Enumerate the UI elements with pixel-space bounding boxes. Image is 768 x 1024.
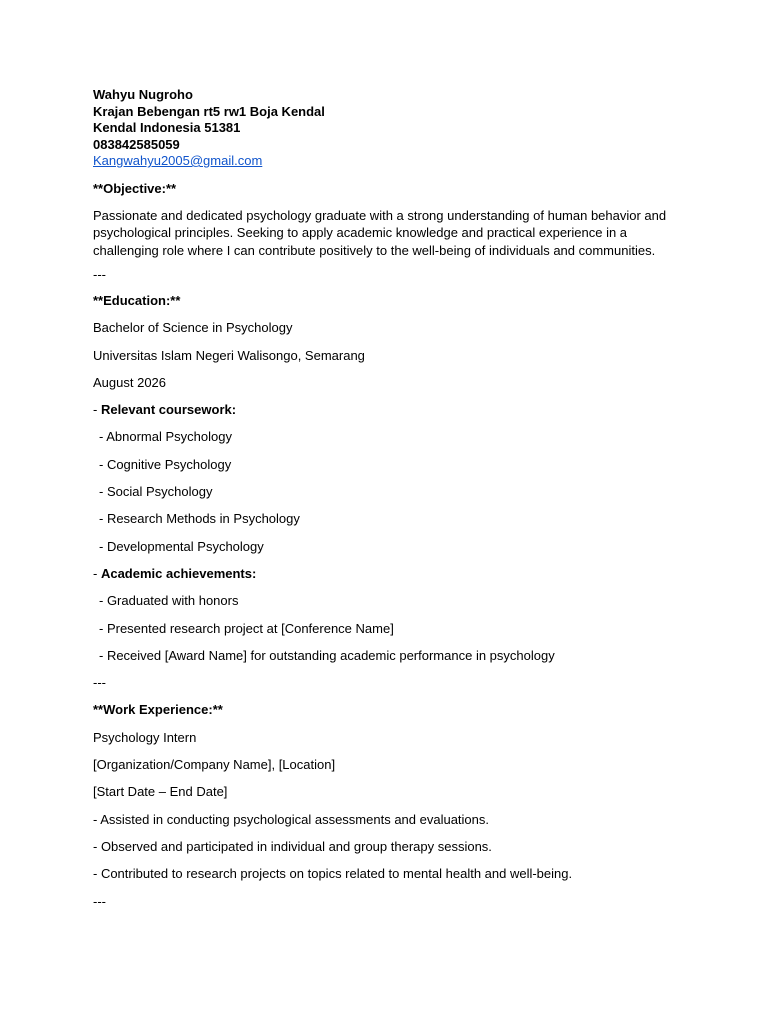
work-dates: [Start Date – End Date] xyxy=(93,784,228,800)
education-date: August 2026 xyxy=(93,374,167,390)
work-title: Psychology Intern xyxy=(93,729,197,745)
coursework-item: - Social Psychology xyxy=(99,484,213,500)
objective-heading: **Objective:** xyxy=(93,180,177,196)
work-duty-item: - Observed and participated in individual and group therapy sessions. xyxy=(93,838,492,854)
contact-name: Wahyu Nugroho xyxy=(93,87,193,102)
contact-phone: 083842585059 xyxy=(93,136,180,152)
achievements-prefix: - xyxy=(93,565,101,581)
contact-address-line2: Kendal Indonesia 51381 xyxy=(93,120,241,135)
contact-block xyxy=(93,87,683,170)
coursework-item: - Cognitive Psychology xyxy=(99,456,232,472)
coursework-item: - Research Methods in Psychology xyxy=(99,511,300,527)
achievement-item: - Graduated with honors xyxy=(99,593,239,609)
objective-text: Passionate and dedicated psychology graduate with a strong understanding of human behavior and psychological principles. Seeking to apply academic knowledge and practical experience in a challenging role where I can contribute positively to the well-being of individuals and communities. xyxy=(93,207,667,258)
coursework-label xyxy=(93,396,683,423)
coursework-item: - Developmental Psychology xyxy=(99,538,264,554)
work-heading: **Work Experience:** xyxy=(93,702,223,718)
contact-email-link[interactable]: Kangwahyu2005@gmail.com xyxy=(93,153,263,168)
work-duty-item: - Contributed to research projects on topics related to mental health and well-being. xyxy=(93,866,573,882)
achievement-item: - Presented research project at [Conference Name] xyxy=(99,620,394,636)
work-duty-item: - Assisted in conducting psychological assessments and evaluations. xyxy=(93,811,489,827)
resume-page xyxy=(93,87,683,915)
divider-3: --- xyxy=(93,893,106,909)
education-heading: **Education:** xyxy=(93,293,181,308)
education-university: Universitas Islam Negeri Walisongo, Semarang xyxy=(93,347,365,363)
contact-address-line1: Krajan Bebengan rt5 rw1 Boja Kendal xyxy=(93,103,325,119)
divider-1: --- xyxy=(93,267,106,282)
coursework-item: - Abnormal Psychology xyxy=(99,429,232,445)
achievements-label xyxy=(93,560,683,587)
education-degree: Bachelor of Science in Psychology xyxy=(93,320,293,336)
achievements-label-text: Academic achievements: xyxy=(100,565,257,581)
coursework-prefix: - xyxy=(93,402,101,418)
achievement-item: - Received [Award Name] for outstanding academic performance in psychology xyxy=(99,647,555,663)
work-organization: [Organization/Company Name], [Location] xyxy=(93,757,336,773)
coursework-label-text: Relevant coursework: xyxy=(100,402,237,418)
divider-2: --- xyxy=(93,675,106,691)
